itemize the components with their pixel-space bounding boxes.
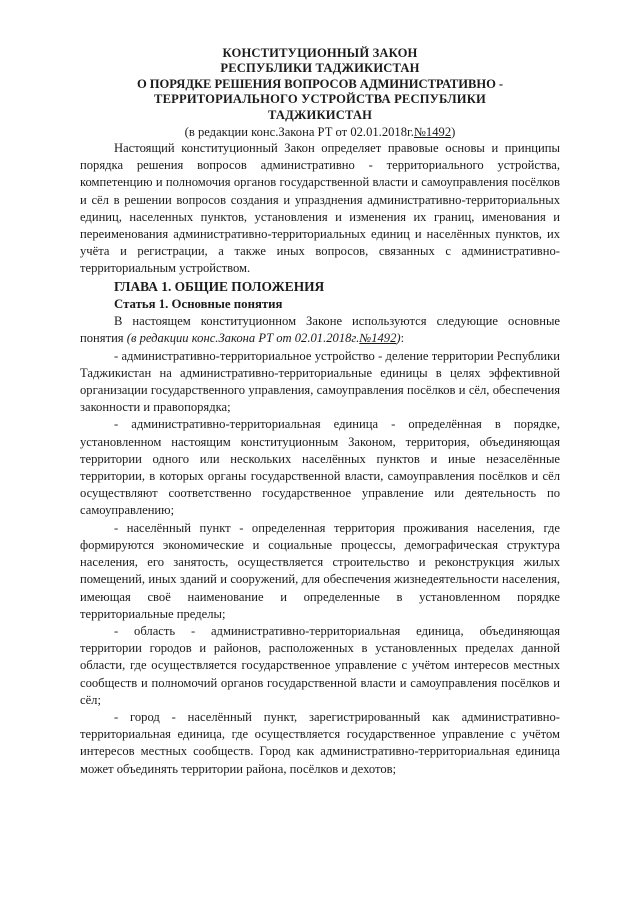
preamble-paragraph: Настоящий конституционный Закон определяет правовые основы и принципы порядка решения вопросов административно - территориального устройства, компетенцию и полномочия органов государственной власти и самоуправления посёлков и сёл в решении вопросов создания и упразднения административно-территориальных единиц, населенных пунктов, установления и изменения их границ, именования и переименования административно-территориальных единиц и населённых пунктов, их учёта и регистрации, а также иных вопросов, связанных с административно-территориальным устройством. [80,141,560,276]
document-title-line-2: РЕСПУБЛИКИ ТАДЖИКИСТАН [220,61,420,76]
definition-item: - административно-территориальное устройство - деление территории Республики Таджикистан на административно-территориальные единицы в целях эффективной организации государственного управления, самоуправления посёлков и сёл, обеспечения законности и правопорядка; [80,348,560,415]
document-title-line-1: КОНСТИТУЦИОННЫЙ ЗАКОН [222,46,418,60]
definition-item: - административно-территориальная единица - определённая в порядке, установленном настоящим конституционным Законом, территория, объединяющая территории одного или нескольких населённых пунктов и иные незаселённые территории, в которых органы государственной власти, самоуправления посёлков и сёл осуществляют соответственно государственное управление или деятельность по самоуправлению; [80,417,560,518]
definition-item: - область - административно-территориальная единица, объединяющая территории городов и районов, расположенных в установленных пределах данной области, где осуществляется государственное управление с учётом интересов местных сообществ и полномочий органов государственной власти и самоуправления посёлков и сёл; [80,623,560,707]
document-revision-note [80,124,560,140]
definition-item: - город - населённый пункт, зарегистрированный как административно-территориальная единица, где осуществляется государственное управление с учётом интересов местных сообществ. Город как административно-территориальная единица может объединять территории района, посёлков и дехотов; [80,709,560,776]
document-title-line-3: О ПОРЯДКЕ РЕШЕНИЯ ВОПРОСОВ АДМИНИСТРАТИВНО - [136,76,504,91]
revision-note-suffix: ) [451,125,456,140]
article-intro-note-prefix: (в редакции конс.Закона РТ от 02.01.2018г. [126,331,360,346]
article-intro-colon: : [400,331,405,346]
article-intro-note-link[interactable]: №1492 [359,331,397,346]
article-intro-paragraph [80,313,560,347]
article-intro-editorial-note [127,331,401,345]
revision-note-link[interactable]: №1492 [413,125,452,140]
chapter-heading: ГЛАВА 1. ОБЩИЕ ПОЛОЖЕНИЯ [114,278,325,294]
document-title [80,46,560,123]
article-intro-text: В настоящем конституционном Законе используются следующие основные понятия [80,314,560,346]
revision-note-prefix: (в редакции конс.Закона РТ от 02.01.2018г. [184,125,414,140]
document-title-line-4: ТЕРРИТОРИАЛЬНОГО УСТРОЙСТВА РЕСПУБЛИКИ [154,92,486,107]
article-intro-note-suffix: ) [396,331,401,346]
document-title-line-5: ТАДЖИКИСТАН [267,107,373,122]
definition-item: - населённый пункт - определенная территория проживания населения, где формируются экономические и социальные процессы, демографическая структура населения, его занятость, осуществляется строительство и реконструкция жилых помещений, иных зданий и сооружений, для обеспечения жизнедеятельности населения, имеющая своё наименование и определенные в установленном порядке территориальные пределы; [80,520,560,621]
article-heading: Статья 1. Основные понятия [114,296,283,311]
